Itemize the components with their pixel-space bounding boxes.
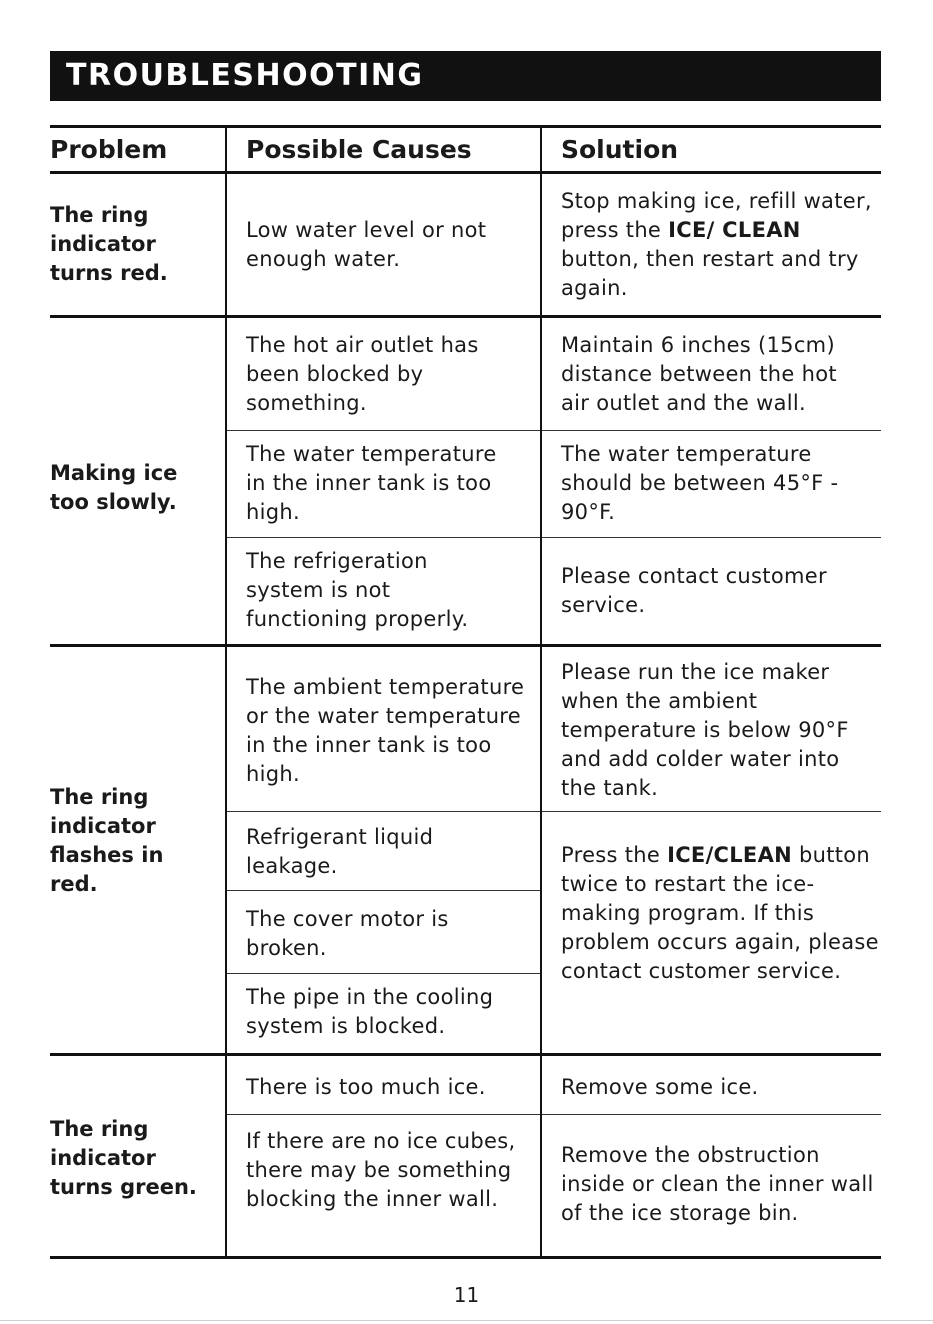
solution-cell: Maintain 6 inches (15cm) distance between the hot air outlet and the wall. bbox=[561, 333, 837, 415]
problem-ring-green: The ring indicator turns green. bbox=[50, 1117, 197, 1199]
cause-cell: If there are no ice cubes, there may be something blocking the inner wall. bbox=[246, 1129, 516, 1211]
row-divider bbox=[227, 890, 541, 891]
title-bar bbox=[50, 51, 881, 101]
cause-cell: The ambient temperature or the water temperature in the inner tank is too high. bbox=[246, 675, 525, 786]
page-title: TROUBLESHOOTING bbox=[66, 58, 424, 93]
group-divider bbox=[50, 644, 881, 647]
row-divider bbox=[227, 973, 541, 974]
cause-cell: Low water level or not enough water. bbox=[246, 218, 487, 271]
solution-cell: Remove the obstruction inside or clean the inner wall of the ice storage bin. bbox=[561, 1143, 874, 1225]
header-rule bbox=[50, 171, 881, 174]
header-causes: Possible Causes bbox=[246, 135, 472, 164]
ice-clean-button-label: ICE/ CLEAN bbox=[668, 218, 801, 242]
solution-text: Press the bbox=[561, 843, 668, 867]
cause-cell: The hot air outlet has been blocked by something. bbox=[246, 333, 479, 415]
solution-text: Stop making ice, refill water, press the bbox=[561, 189, 872, 242]
problem-ring-red: The ring indicator turns red. bbox=[50, 203, 168, 285]
cause-cell: There is too much ice. bbox=[246, 1075, 486, 1099]
problem-ring-flashes-red: The ring indicator flashes in red. bbox=[50, 785, 164, 896]
header-problem: Problem bbox=[50, 135, 168, 164]
solution-text: button twice to restart the ice-making program. If this problem occurs again, please contact customer service. bbox=[561, 843, 879, 983]
table-top-rule bbox=[50, 125, 881, 128]
solution-cell: The water temperature should be between 45°F - 90°F. bbox=[561, 442, 839, 524]
row-divider bbox=[227, 1114, 881, 1115]
cause-cell: The refrigeration system is not functioning properly. bbox=[246, 549, 469, 631]
table-bottom-rule bbox=[50, 1256, 881, 1259]
solution-cell: Please contact customer service. bbox=[561, 564, 827, 617]
group-divider bbox=[50, 1053, 881, 1056]
header-solution: Solution bbox=[561, 135, 679, 164]
group-divider bbox=[50, 315, 881, 318]
row-divider bbox=[227, 811, 881, 812]
solution-cell: Please run the ice maker when the ambient temperature is below 90°F and add colder water into the tank. bbox=[561, 660, 849, 800]
problem-making-ice-slowly: Making ice too slowly. bbox=[50, 461, 178, 514]
row-divider bbox=[227, 430, 881, 431]
cause-cell: The cover motor is broken. bbox=[246, 907, 449, 960]
row-divider bbox=[227, 537, 881, 538]
page-edge-rule bbox=[0, 1320, 933, 1321]
column-divider bbox=[540, 126, 542, 1258]
column-divider bbox=[225, 126, 227, 1258]
page-number: 11 bbox=[453, 1283, 480, 1307]
cause-cell: The water temperature in the inner tank is too high. bbox=[246, 442, 497, 524]
ice-clean-button-label: ICE/CLEAN bbox=[667, 843, 792, 867]
cause-cell: The pipe in the cooling system is blocked. bbox=[246, 985, 494, 1038]
cause-cell: Refrigerant liquid leakage. bbox=[246, 825, 434, 878]
solution-cell: Remove some ice. bbox=[561, 1075, 759, 1099]
solution-cell bbox=[561, 187, 881, 303]
solution-cell bbox=[561, 841, 879, 986]
solution-text: button, then restart and try again. bbox=[561, 247, 859, 300]
